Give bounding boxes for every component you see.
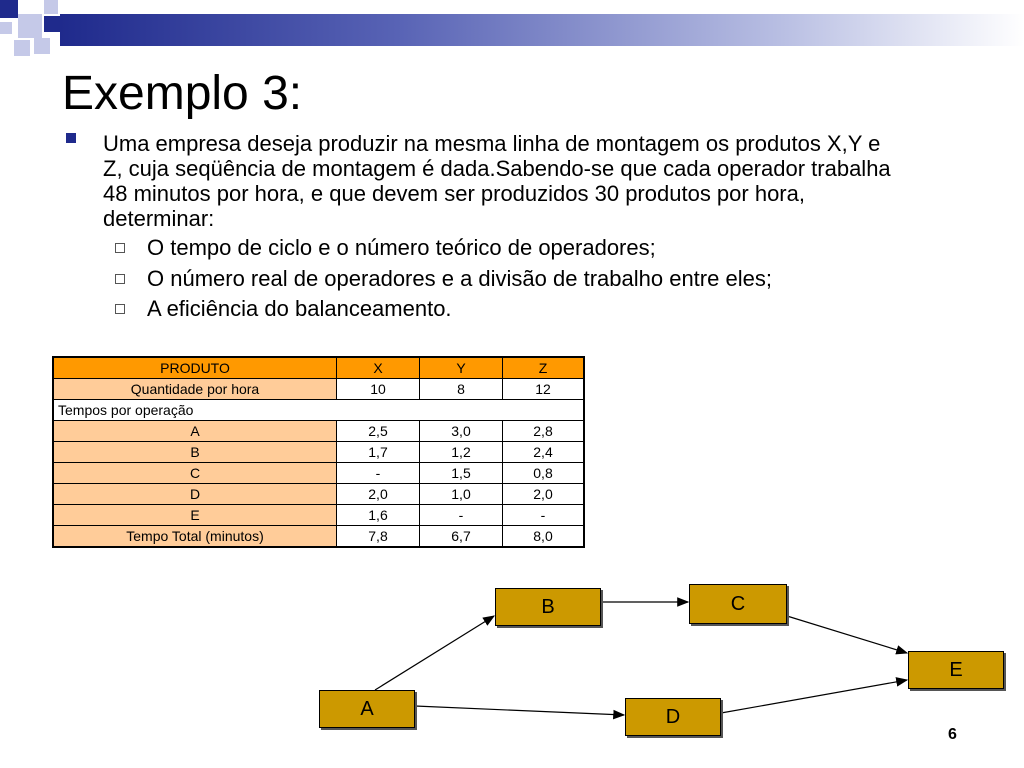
table-cell: -	[420, 505, 503, 526]
table-cell: 2,8	[503, 421, 585, 442]
table-cell: 8,0	[503, 526, 585, 548]
table-cell: 1,0	[420, 484, 503, 505]
node-e: E	[908, 651, 1004, 689]
table-cell: 0,8	[503, 463, 585, 484]
header-cell: Y	[420, 357, 503, 379]
section-label: Tempos por operação	[53, 400, 584, 421]
table-cell: 1,7	[337, 442, 420, 463]
node-a: A	[319, 690, 415, 728]
list-item-text: A eficiência do balanceamento.	[147, 296, 452, 321]
table-cell: 12	[503, 379, 585, 400]
table-cell: -	[337, 463, 420, 484]
table-cell: 7,8	[337, 526, 420, 548]
table-cell: 2,4	[503, 442, 585, 463]
node-b: B	[495, 588, 601, 626]
arrow-c-to-e	[787, 616, 907, 653]
slide-title: Exemplo 3:	[62, 67, 303, 120]
row-label: B	[53, 442, 337, 463]
row-label: Tempo Total (minutos)	[53, 526, 337, 548]
table-cell: -	[503, 505, 585, 526]
header-cell: Z	[503, 357, 585, 379]
node-d: D	[625, 698, 721, 736]
arrow-a-to-b	[375, 616, 494, 690]
table-cell: 2,0	[503, 484, 585, 505]
table-cell: 2,5	[337, 421, 420, 442]
header-cell: PRODUTO	[53, 357, 337, 379]
table-cell: 8	[420, 379, 503, 400]
row-label: C	[53, 463, 337, 484]
table-cell: 10	[337, 379, 420, 400]
row-label: D	[53, 484, 337, 505]
header-cell: X	[337, 357, 420, 379]
list-item-text: O tempo de ciclo e o número teórico de operadores;	[147, 235, 656, 260]
table-cell: 1,2	[420, 442, 503, 463]
row-label: E	[53, 505, 337, 526]
arrow-d-to-e	[721, 680, 907, 713]
table-cell: 3,0	[420, 421, 503, 442]
table-cell: 1,6	[337, 505, 420, 526]
row-label: Quantidade por hora	[53, 379, 337, 400]
table-cell: 1,5	[420, 463, 503, 484]
intro-paragraph: Uma empresa deseja produzir na mesma linha de montagem os produtos X,Y e Z, cuja seqüência de montagem é dada.Sabendo-se que cada operador trabalha 48 minutos por hora, e que devem ser produzidos 30 produtos por hora, determinar:	[103, 131, 891, 231]
list-item-text: O número real de operadores e a divisão de trabalho entre eles;	[147, 266, 772, 291]
arrow-a-to-d	[415, 706, 624, 715]
row-label: A	[53, 421, 337, 442]
page-number: 6	[948, 726, 957, 743]
node-c: C	[689, 584, 787, 624]
table-cell: 6,7	[420, 526, 503, 548]
table-cell: 2,0	[337, 484, 420, 505]
